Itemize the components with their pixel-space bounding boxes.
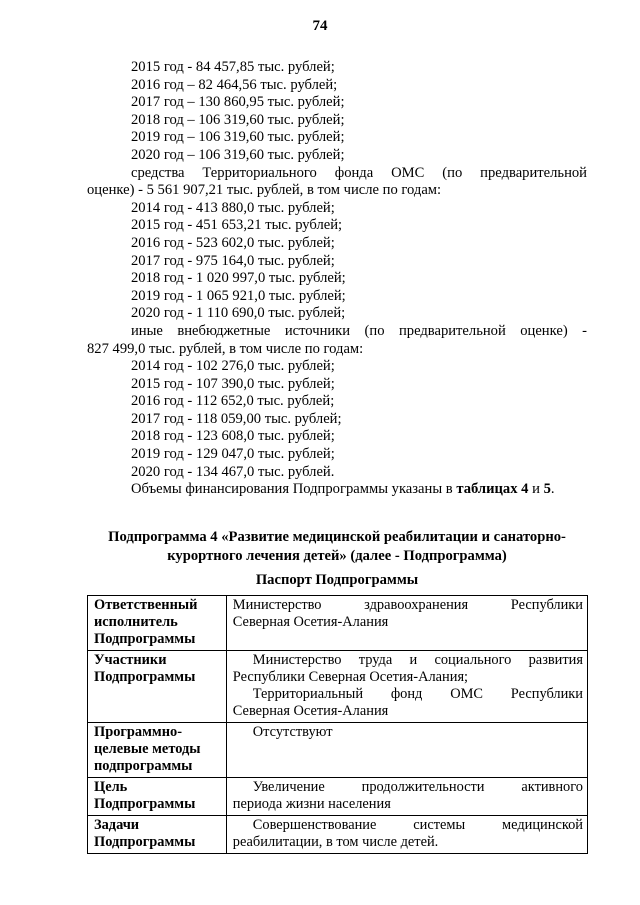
row-label-responsible <box>88 596 227 651</box>
funding-text <box>87 59 587 499</box>
funding-line: 2016 год - 523 602,0 тыс. рублей; <box>131 234 335 251</box>
label-line: Программно- <box>94 724 183 740</box>
row-label-goal <box>88 778 227 816</box>
row-value-responsible <box>226 596 587 651</box>
value-line: Республики Северная Осетия-Алания; <box>232 669 469 685</box>
funding-line: 2015 год - 84 457,85 тыс. рублей; <box>131 59 335 75</box>
closing-sentence <box>87 481 587 499</box>
other-sources-line2: 827 499,0 тыс. рублей, в том числе по годам: <box>87 340 364 357</box>
row-value-methods <box>226 723 587 778</box>
label-line: Цель <box>94 779 128 795</box>
value-line: периода жизни населения <box>232 796 391 812</box>
table-row <box>88 723 588 778</box>
funding-line: 2020 год - 134 467,0 тыс. рублей. <box>131 463 335 480</box>
funding-line: 2017 год - 118 059,00 тыс. рублей; <box>131 410 342 427</box>
value-line: Министерство здравоохранения Республики <box>232 597 583 613</box>
row-value-tasks <box>226 816 587 854</box>
closing-text: Объемы финансирования Подпрограммы указаны в <box>131 481 453 498</box>
label-line: Участники <box>94 652 167 668</box>
funding-line: 2018 год – 106 319,60 тыс. рублей; <box>131 111 345 128</box>
value-line: реабилитации, в том числе детей. <box>232 834 439 850</box>
label-line: целевые методы <box>94 741 201 757</box>
funding-line: 2016 год - 112 652,0 тыс. рублей; <box>131 393 335 410</box>
value-line: Территориальный фонд ОМС Республики <box>252 686 583 702</box>
table-row <box>88 596 588 651</box>
table-row <box>88 816 588 854</box>
table-row <box>88 778 588 816</box>
label-line: Подпрограммы <box>94 834 196 850</box>
funding-line: 2014 год - 413 880,0 тыс. рублей; <box>131 199 335 216</box>
section-title-line2: курортного лечения детей» (далее - Подпрограмма) <box>167 548 507 564</box>
label-line: подпрограммы <box>94 758 193 774</box>
row-label-methods <box>88 723 227 778</box>
funding-line: 2017 год – 130 860,95 тыс. рублей; <box>131 94 345 111</box>
label-line: Ответственный <box>94 597 198 613</box>
closing-and: и <box>532 481 540 498</box>
tfoms-paragraph-line2: оценке) - 5 561 907,21 тыс. рублей, в том числе по годам: <box>87 182 442 199</box>
label-line: Подпрограммы <box>94 669 196 685</box>
section-title <box>87 528 587 566</box>
closing-period: . <box>550 481 555 498</box>
value-line: Отсутствуют <box>252 724 333 740</box>
label-line: Подпрограммы <box>94 631 196 647</box>
label-line: исполнитель <box>94 614 178 630</box>
label-line: Подпрограммы <box>94 796 196 812</box>
funding-line: 2019 год - 1 065 921,0 тыс. рублей; <box>131 287 346 304</box>
value-line: Министерство труда и социального развития <box>252 652 583 668</box>
passport-title: Паспорт Подпрограммы <box>255 572 419 588</box>
row-label-participants <box>88 651 227 723</box>
funding-line: 2015 год - 107 390,0 тыс. рублей; <box>131 375 335 392</box>
funding-line: 2016 год – 82 464,56 тыс. рублей; <box>131 76 338 93</box>
funding-line: 2018 год - 123 608,0 тыс. рублей; <box>131 428 335 445</box>
section-title-line1: Подпрограмма 4 «Развитие медицинской реабилитации и санаторно- <box>108 529 566 545</box>
row-value-goal <box>226 778 587 816</box>
label-line: Задачи <box>94 817 140 833</box>
value-line: Совершенствование системы медицинской <box>252 817 583 833</box>
value-line: Увеличение продолжительности активного <box>252 779 583 795</box>
funding-line: 2017 год - 975 164,0 тыс. рублей; <box>131 252 335 269</box>
funding-line: 2020 год – 106 319,60 тыс. рублей; <box>131 146 345 163</box>
funding-line: 2020 год - 1 110 690,0 тыс. рублей; <box>131 305 346 322</box>
closing-table-ref-2: 5 <box>543 481 551 498</box>
funding-line: 2019 год - 129 047,0 тыс. рублей; <box>131 446 335 463</box>
funding-line: 2019 год – 106 319,60 тыс. рублей; <box>131 129 345 146</box>
funding-line: 2014 год - 102 276,0 тыс. рублей; <box>131 358 335 375</box>
row-value-participants <box>226 651 587 723</box>
tfoms-paragraph-line1: средства Территориального фонда ОМС (по предварительной <box>131 164 587 181</box>
table-row <box>88 651 588 723</box>
value-line: Северная Осетия-Алания <box>232 703 389 719</box>
page-number: 74 <box>312 18 328 34</box>
closing-table-ref-1: таблицах 4 <box>456 481 529 498</box>
passport-table <box>87 595 588 854</box>
value-line: Северная Осетия-Алания <box>232 614 389 630</box>
row-label-tasks <box>88 816 227 854</box>
funding-line: 2018 год - 1 020 997,0 тыс. рублей; <box>131 270 346 287</box>
funding-line: 2015 год - 451 653,21 тыс. рублей; <box>131 217 343 234</box>
other-sources-line1: иные внебюджетные источники (по предварительной оценке) - <box>131 322 587 339</box>
